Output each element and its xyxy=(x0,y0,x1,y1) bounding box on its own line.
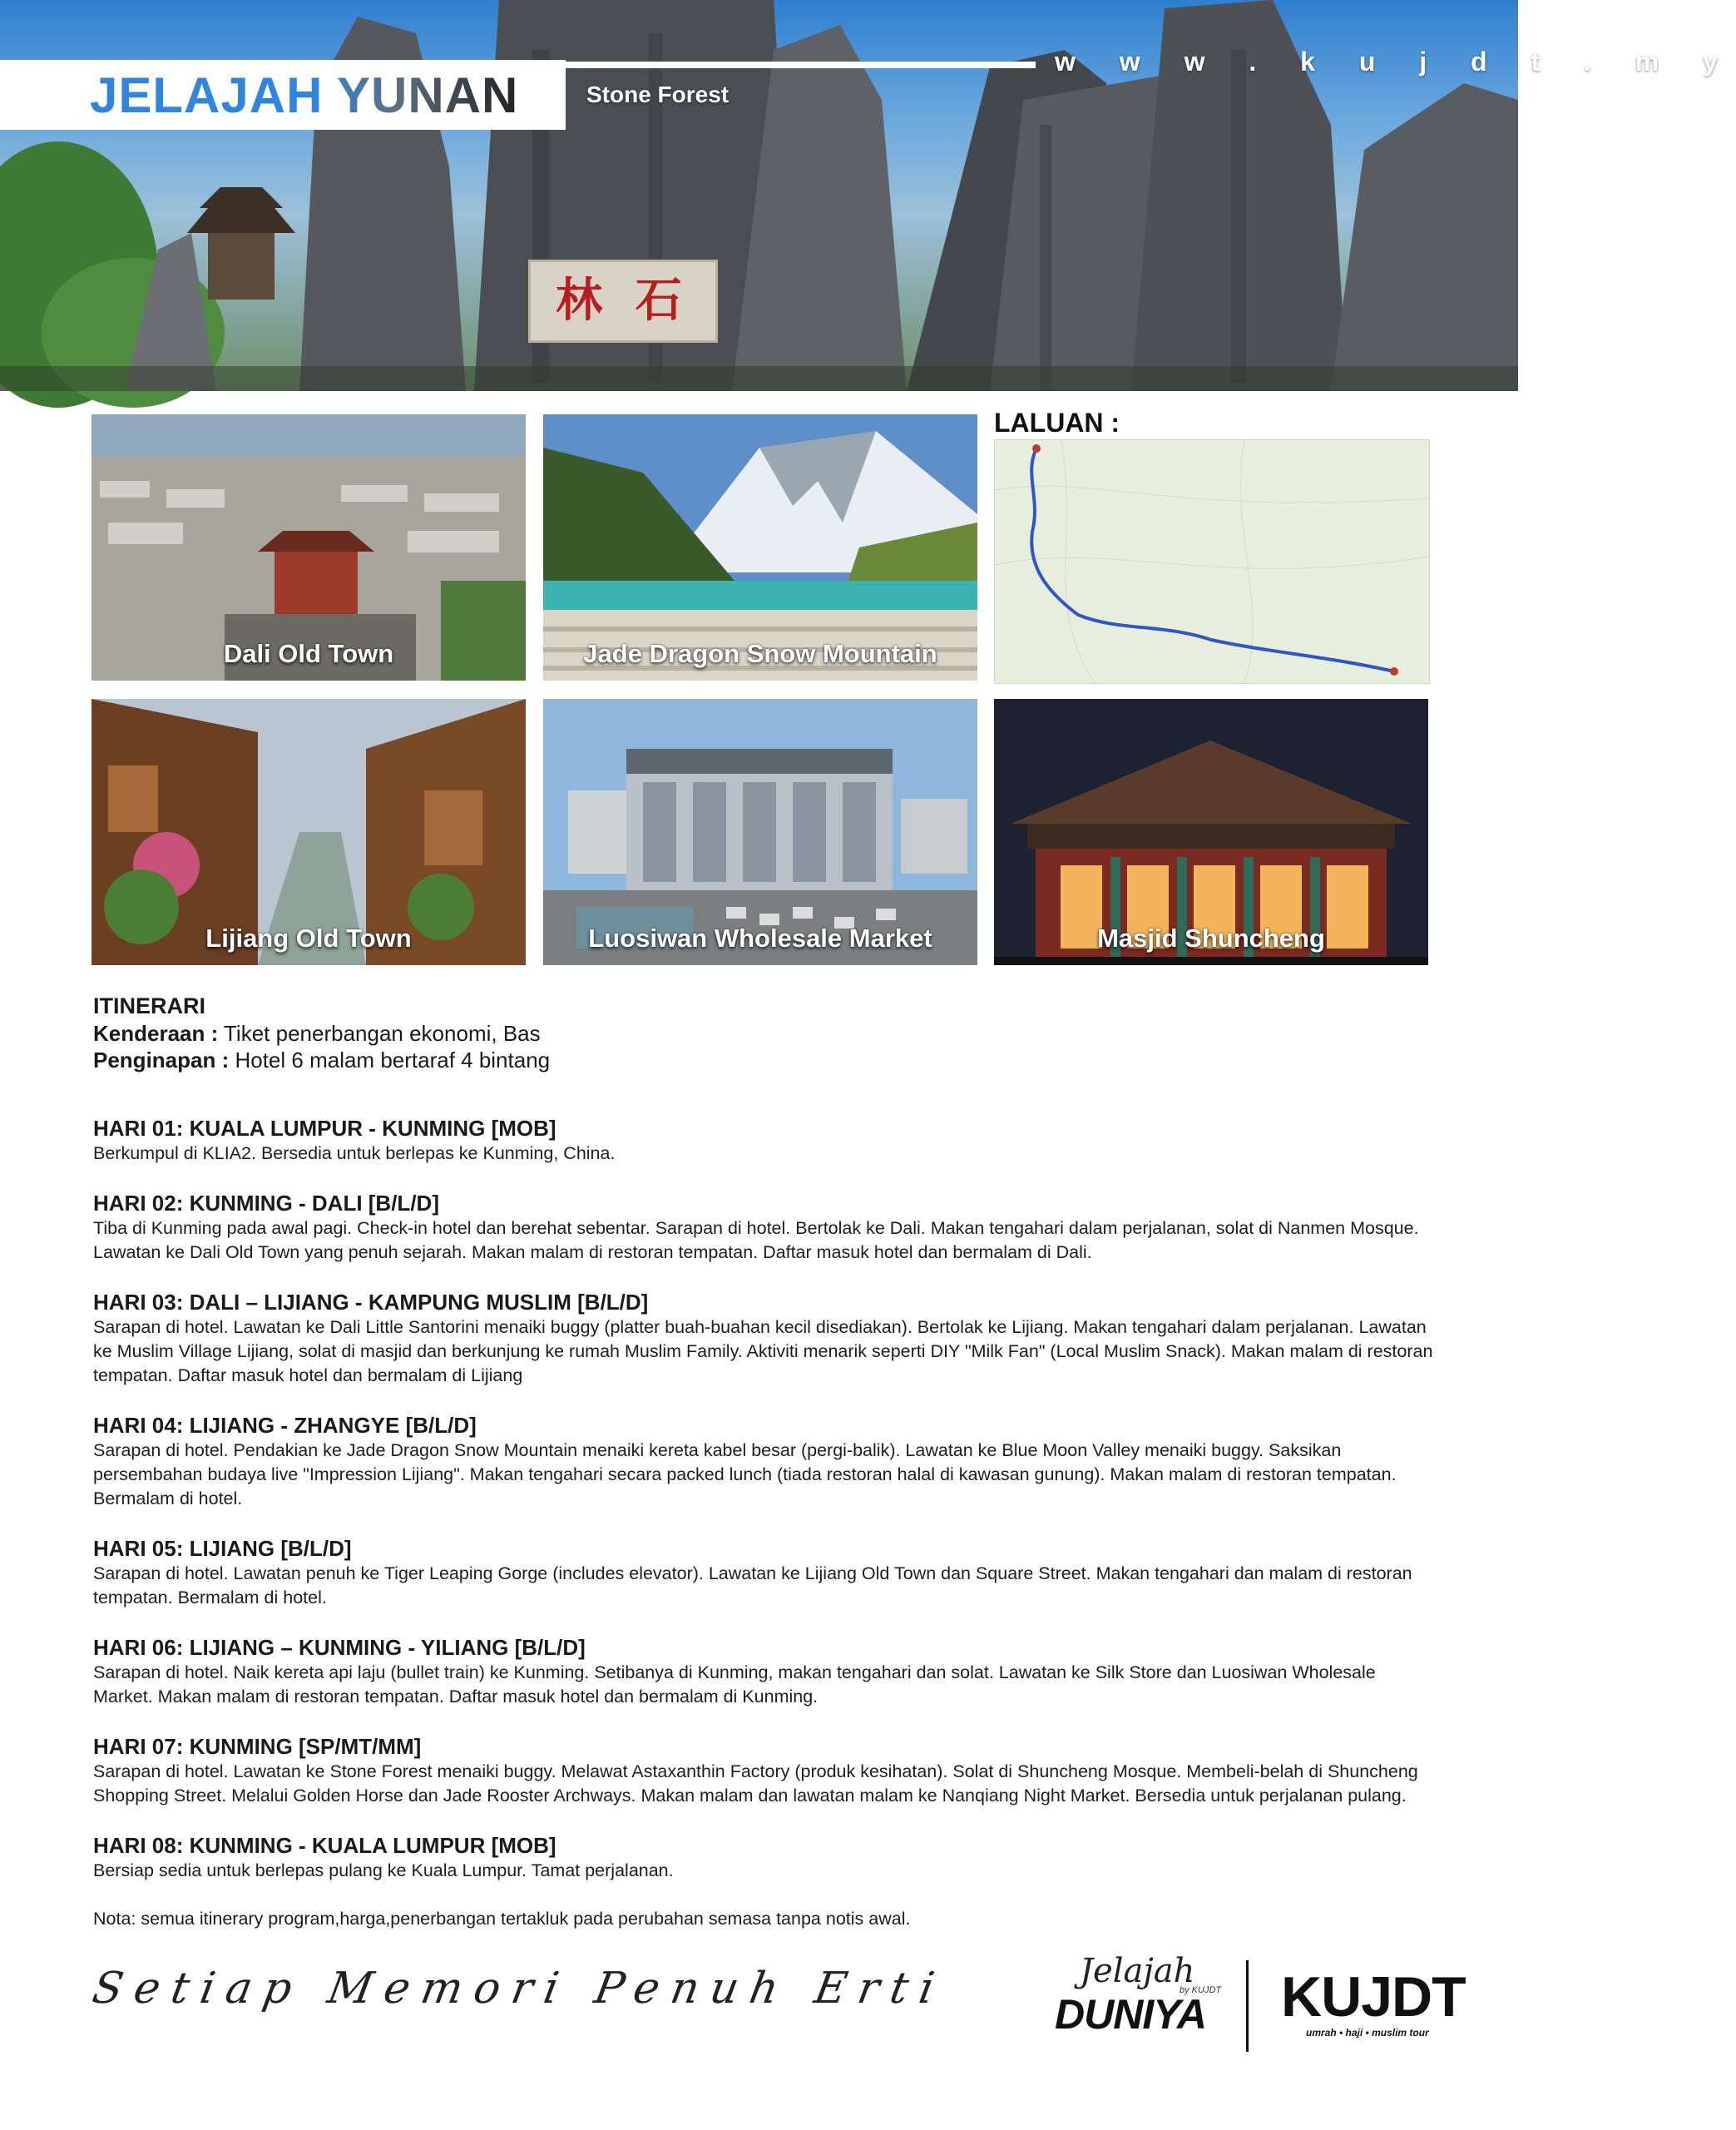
photo-caption: Masjid Shuncheng xyxy=(1097,924,1325,953)
day-item xyxy=(93,1412,1437,1511)
transport-value: Tiket penerbangan ekonomi, Bas xyxy=(218,1021,541,1046)
logo-wordmark: DUNIYA xyxy=(1055,1991,1206,2038)
day-list xyxy=(93,1115,1437,1883)
day-description: Berkumpul di KLIA2. Bersedia untuk berlepas ke Kunming, China. xyxy=(93,1143,616,1163)
day-title: HARI 02: KUNMING - DALI [B/L/D] xyxy=(93,1191,439,1216)
photo-lijiang-old-town xyxy=(91,699,526,965)
day-title: HARI 01: KUALA LUMPUR - KUNMING [MOB] xyxy=(93,1116,556,1141)
day-item xyxy=(93,1190,1437,1265)
day-description: Sarapan di hotel. Lawatan ke Stone Forest menaiki buggy. Melawat Astaxanthin Factory (produk kesihatan). Solat di Shuncheng Mosque. Membeli-belah di Shuncheng Shopping Street. Melalui Golden Horse dan Jade Rooster Archways. Makan malam dan lawatan malam ke Nanqiang Night Market. Bersedia untuk perjalanan pulang. xyxy=(93,1761,1418,1806)
day-title: HARI 06: LIJIANG – KUNMING - YILIANG [B/L/D] xyxy=(93,1635,586,1660)
day-item xyxy=(93,1832,1437,1883)
day-item xyxy=(93,1733,1437,1808)
photo-caption: Luosiwan Wholesale Market xyxy=(588,924,932,953)
website-url[interactable]: w w w . k u j d t . m y xyxy=(1055,47,1736,77)
page-title: JELAJAH YUNAN xyxy=(90,65,518,126)
kujdt-wordmark: KUJDT xyxy=(1281,1965,1466,2028)
hero-subtitle: Stone Forest xyxy=(586,82,730,107)
photo-dali-old-town xyxy=(91,414,526,681)
jelajah-duniya-logo xyxy=(1055,1952,1229,2043)
photo-caption: Dali Old Town xyxy=(223,639,394,668)
hero-divider-line xyxy=(566,62,1036,68)
day-item xyxy=(93,1535,1437,1610)
logo-divider xyxy=(1246,1960,1249,2052)
photo-caption: Jade Dragon Snow Mountain xyxy=(583,639,937,668)
day-title: HARI 07: KUNMING [SP/MT/MM] xyxy=(93,1734,422,1759)
day-item xyxy=(93,1289,1437,1388)
kujdt-logo xyxy=(1281,1965,1466,2042)
photo-jade-dragon-snow-mountain xyxy=(543,414,977,681)
tagline: Setiap Memori Penuh Erti xyxy=(88,1964,950,2014)
logo-script-text: Jelajah xyxy=(1080,1952,1195,1990)
day-item xyxy=(93,1634,1437,1709)
kujdt-slogan: umrah • haji • muslim tour xyxy=(1306,2027,1429,2038)
day-description: Sarapan di hotel. Lawatan ke Dali Little Santorini menaiki buggy (platter buah-buahan kecil disediakan). Bertolak ke Lijiang. Makan tengahari dalam perjalanan. Lawatan ke Muslim Village Lijiang, solat di masjid dan berkunjung ke rumah Muslim Family. Aktiviti menarik seperti DIY "Milk Fan" (Local Muslim Snack). Makan malam di restoran tempatan. Daftar masuk hotel dan bermalam di Lijiang xyxy=(93,1317,1433,1385)
day-description: Bersiap sedia untuk berlepas pulang ke Kuala Lumpur. Tamat perjalanan. xyxy=(93,1860,674,1880)
photo-masjid-shuncheng xyxy=(994,699,1428,965)
route-heading: LALUAN : xyxy=(994,408,1120,438)
day-title: HARI 04: LIJIANG - ZHANGYE [B/L/D] xyxy=(93,1413,477,1438)
itinerary-heading: ITINERARI xyxy=(93,993,205,1018)
day-title: HARI 03: DALI – LIJIANG - KAMPUNG MUSLIM [B/L/D] xyxy=(93,1290,649,1315)
day-item xyxy=(93,1115,1437,1166)
itinerary-section xyxy=(93,992,1437,1931)
route-map[interactable] xyxy=(994,439,1430,684)
day-description: Sarapan di hotel. Lawatan penuh ke Tiger Leaping Gorge (includes elevator). Lawatan ke Lijiang Old Town dan Square Street. Makan tengahari dan malam di restoran tempatan. Bermalam di hotel. xyxy=(93,1563,1412,1607)
logo-by-text: by KUJDT xyxy=(1180,1985,1222,1995)
day-title: HARI 05: LIJIANG [B/L/D] xyxy=(93,1536,352,1561)
lodging-value: Hotel 6 malam bertaraf 4 bintang xyxy=(229,1048,551,1072)
transport-row xyxy=(93,1020,1437,1047)
photo-caption: Lijiang Old Town xyxy=(205,924,412,953)
day-description: Sarapan di hotel. Naik kereta api laju (bullet train) ke Kunming. Setibanya di Kunming, makan tengahari dan solat. Lawatan ke Silk Store dan Luosiwan Wholesale Market. Makan malam di restoran tempatan. Daftar masuk hotel dan bermalam di Kunming. xyxy=(93,1662,1376,1706)
day-description: Tiba di Kunming pada awal pagi. Check-in hotel dan berehat sebentar. Sarapan di hotel. Bertolak ke Dali. Makan tengahari dalam perjalanan, solat di Nanmen Mosque. Lawatan ke Dali Old Town yang penuh sejarah. Makan malam di restoran tempatan. Daftar masuk hotel dan bermalam di Dali. xyxy=(93,1218,1419,1262)
stone-forest-sign: 林 石 xyxy=(528,260,718,343)
photo-luosiwan-wholesale-market xyxy=(543,699,977,965)
day-title: HARI 08: KUNMING - KUALA LUMPUR [MOB] xyxy=(93,1833,556,1858)
disclaimer-note: Nota: semua itinerary program,harga,penerbangan tertakluk pada perubahan semasa tanpa notis awal. xyxy=(93,1909,911,1929)
day-description: Sarapan di hotel. Pendakian ke Jade Dragon Snow Mountain menaiki kereta kabel besar (pergi-balik). Lawatan ke Blue Moon Valley menaiki buggy. Saksikan persembahan budaya live "Impression Lijiang". Makan tengahari secara packed lunch (tiada restoran halal di kawasan gunung). Makan malam di restoran tempatan. Bermalam di hotel. xyxy=(93,1440,1397,1508)
lodging-row xyxy=(93,1047,1437,1073)
lodging-label: Penginapan : xyxy=(93,1048,230,1072)
route-map-image xyxy=(995,440,1429,683)
transport-label: Kenderaan : xyxy=(93,1021,219,1046)
